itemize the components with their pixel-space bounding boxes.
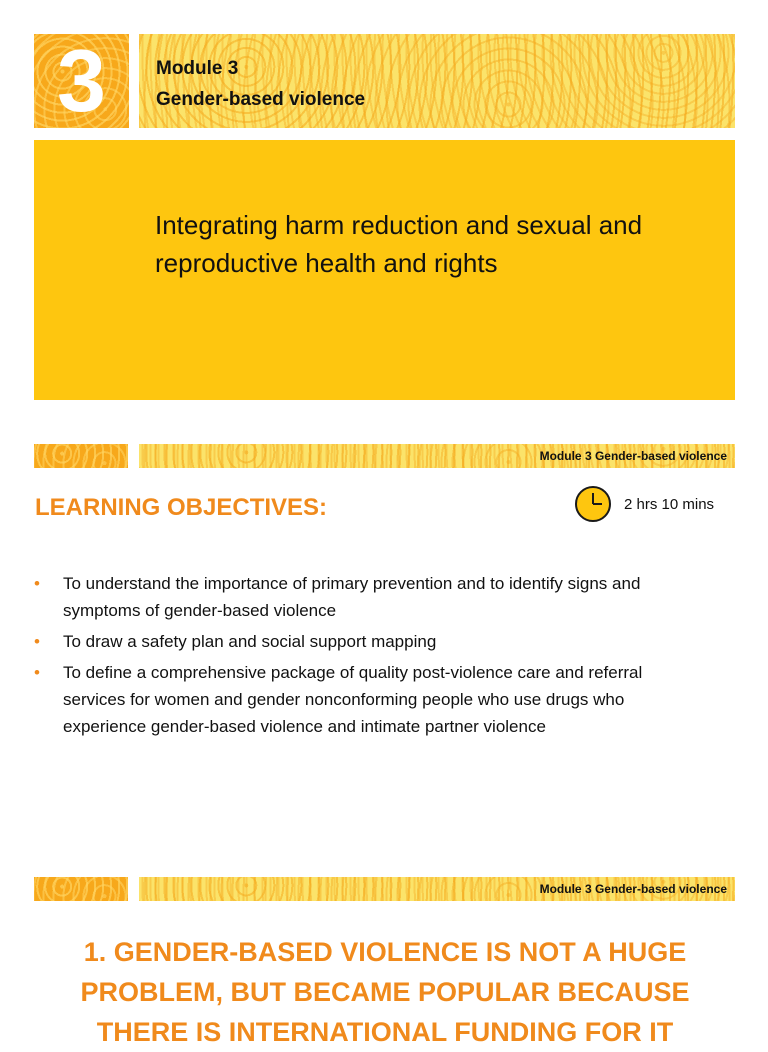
objectives-heading: LEARNING OBJECTIVES: xyxy=(35,494,328,521)
module-label: Module 3 xyxy=(156,58,239,79)
list-item xyxy=(34,659,694,740)
objective-text: To understand the importance of primary prevention and to identify signs and symptoms of gender-based violence xyxy=(63,574,641,620)
hero-panel xyxy=(34,140,735,400)
module-number: 3 xyxy=(57,34,106,128)
module-title-strip xyxy=(139,34,735,128)
section-bar-pattern-right xyxy=(139,877,735,901)
bullet-icon: • xyxy=(34,663,40,682)
section-bar-pattern-right xyxy=(139,444,735,468)
module-number-tile xyxy=(34,34,129,128)
section-bar-pattern-left xyxy=(34,877,128,901)
module-topic: Gender-based violence xyxy=(156,89,366,110)
objective-text: To draw a safety plan and social support mapping xyxy=(63,632,437,651)
list-item xyxy=(34,570,694,624)
section-label: Module 3 Gender-based violence xyxy=(539,882,727,896)
section-label: Module 3 Gender-based violence xyxy=(539,449,727,463)
objectives-list xyxy=(34,570,694,744)
clock-icon xyxy=(574,485,612,523)
section-bar xyxy=(34,877,735,901)
duration-text: 2 hrs 10 mins xyxy=(624,496,715,513)
objective-text: To define a comprehensive package of quality post-violence care and referral services for women and gender nonconforming people who use drugs who experience gender-based violence and intimate partner violence xyxy=(63,663,643,736)
section-bar xyxy=(34,444,735,468)
bullet-icon: • xyxy=(34,574,40,593)
slide-title: Integrating harm reduction and sexual and reproductive health and rights xyxy=(155,210,643,278)
section-bar-pattern-left xyxy=(34,444,128,468)
list-item xyxy=(34,628,694,655)
bullet-icon: • xyxy=(34,632,40,651)
myth-heading: 1. GENDER-BASED VIOLENCE IS NOT A HUGE PROBLEM, BUT BECAME POPULAR BECAUSE THERE IS INTERNATIONAL FUNDING FOR IT xyxy=(80,937,690,1047)
